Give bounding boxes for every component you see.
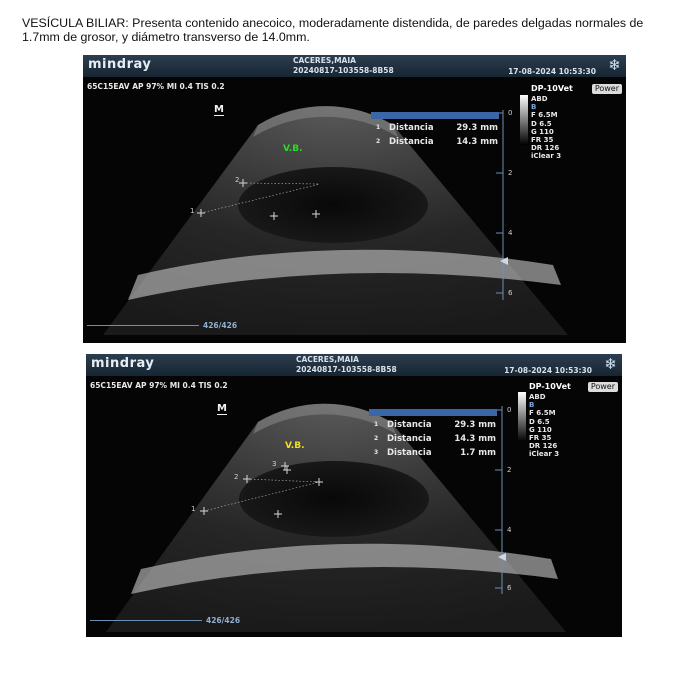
power-button[interactable]: Power: [588, 382, 618, 392]
param-item: B: [529, 401, 535, 410]
marker-label: 2: [234, 473, 239, 481]
frame-counter: 426/426: [206, 616, 241, 625]
patient-name: CACERES,MAIA: [293, 56, 356, 65]
depth-tick-label: 6: [507, 584, 512, 592]
preset-name: DP-10Vet: [529, 382, 571, 391]
brand-logo: mindray: [88, 57, 152, 72]
marker-label: 3: [272, 460, 277, 468]
marker-label: 2: [235, 176, 240, 184]
brand-logo: mindray: [91, 356, 155, 371]
param-item: ABD: [531, 95, 548, 103]
measurement-label: Distancia: [387, 434, 432, 444]
param-item: iClear 3: [531, 152, 562, 161]
measurement-number: 3: [374, 449, 379, 456]
measurement-row: [369, 447, 501, 460]
patient-info: [293, 56, 394, 76]
grayscale-bar: [520, 95, 528, 145]
measurement-value: 14.3 mm: [454, 434, 496, 444]
report-text: VESÍCULA BILIAR: Presenta contenido anecoico, moderadamente distendida, de paredes delgadas normales de 1.7mm de grosor, y diámetro transverso de 14.0mm.: [22, 16, 644, 44]
param-item: D 6.5: [529, 417, 550, 426]
exam-datetime: 17-08-2024 10:53:30: [508, 67, 596, 76]
exam-id: 20240817-103558-8B58: [293, 66, 394, 75]
orientation-mark: M: [217, 403, 227, 414]
cine-bar: [87, 325, 199, 326]
depth-tick-label: 0: [508, 109, 513, 117]
patient-info: [296, 355, 397, 375]
param-item: F 6.5M: [531, 111, 558, 120]
param-item: G 110: [531, 127, 554, 136]
power-button[interactable]: Power: [592, 84, 622, 94]
measurement-value: 29.3 mm: [456, 123, 498, 133]
param-item: FR 35: [529, 434, 552, 443]
measurement-row: [369, 433, 501, 446]
probe-info: 65C15EAV AP 97% MI 0.4 TIS 0.2: [90, 381, 228, 390]
depth-tick-label: 4: [508, 229, 513, 237]
marker-label: 1: [191, 505, 196, 513]
ultrasound-image-2: [86, 354, 622, 637]
depth-tick-label: 0: [507, 406, 512, 414]
exam-id: 20240817-103558-8B58: [296, 365, 397, 374]
measurement-label: Distancia: [387, 420, 432, 430]
marker-label: 1: [190, 207, 195, 215]
param-item: F 6.5M: [529, 409, 556, 418]
exam-datetime: 17-08-2024 10:53:30: [504, 366, 592, 375]
imaging-params: [531, 95, 561, 161]
ultrasound-image-1: [83, 55, 626, 343]
measurement-number: 1: [374, 421, 379, 428]
depth-tick-label: 2: [507, 466, 512, 474]
measurement-value: 1.7 mm: [460, 448, 496, 458]
measurement-number: 1: [376, 124, 381, 131]
param-item: iClear 3: [529, 450, 560, 459]
measurement-header-bar: [369, 409, 497, 416]
depth-tick-label: 2: [508, 169, 513, 177]
gallbladder-lumen: [238, 167, 428, 243]
frame-counter: 426/426: [203, 321, 238, 330]
organ-label: V.B.: [283, 144, 303, 154]
patient-name: CACERES,MAIA: [296, 355, 359, 364]
measurement-number: 2: [376, 138, 381, 145]
param-item: DR 126: [531, 144, 560, 153]
depth-tick-label: 4: [507, 526, 512, 534]
param-item: G 110: [529, 425, 552, 434]
param-item: DR 126: [529, 442, 558, 451]
orientation-mark: M: [214, 104, 224, 115]
header-bar: [83, 55, 626, 77]
measurement-row: [369, 419, 501, 432]
probe-info: 65C15EAV AP 97% MI 0.4 TIS 0.2: [87, 82, 225, 91]
organ-label: V.B.: [285, 441, 305, 451]
param-item: FR 35: [531, 136, 554, 145]
measurement-number: 2: [374, 435, 379, 442]
grayscale-bar: [518, 392, 526, 442]
measurement-value: 29.3 mm: [454, 420, 496, 430]
freeze-snowflake-icon: ❄: [608, 56, 621, 74]
gallbladder-lumen: [239, 461, 429, 537]
measurement-value: 14.3 mm: [456, 137, 498, 147]
depth-tick-label: 6: [508, 289, 513, 297]
measurement-label: Distancia: [387, 448, 432, 458]
param-item: D 6.5: [531, 119, 552, 128]
imaging-params: [529, 393, 559, 459]
measurement-label: Distancia: [389, 137, 434, 147]
measurement-row: [371, 122, 503, 135]
freeze-snowflake-icon: ❄: [604, 355, 617, 373]
param-item: B: [531, 103, 537, 112]
measurement-header-bar: [371, 112, 499, 119]
preset-name: DP-10Vet: [531, 84, 573, 93]
header-bar: [86, 354, 622, 376]
cine-bar: [90, 620, 202, 621]
param-item: ABD: [529, 393, 546, 401]
measurement-label: Distancia: [389, 123, 434, 133]
measurement-row: [371, 136, 503, 149]
